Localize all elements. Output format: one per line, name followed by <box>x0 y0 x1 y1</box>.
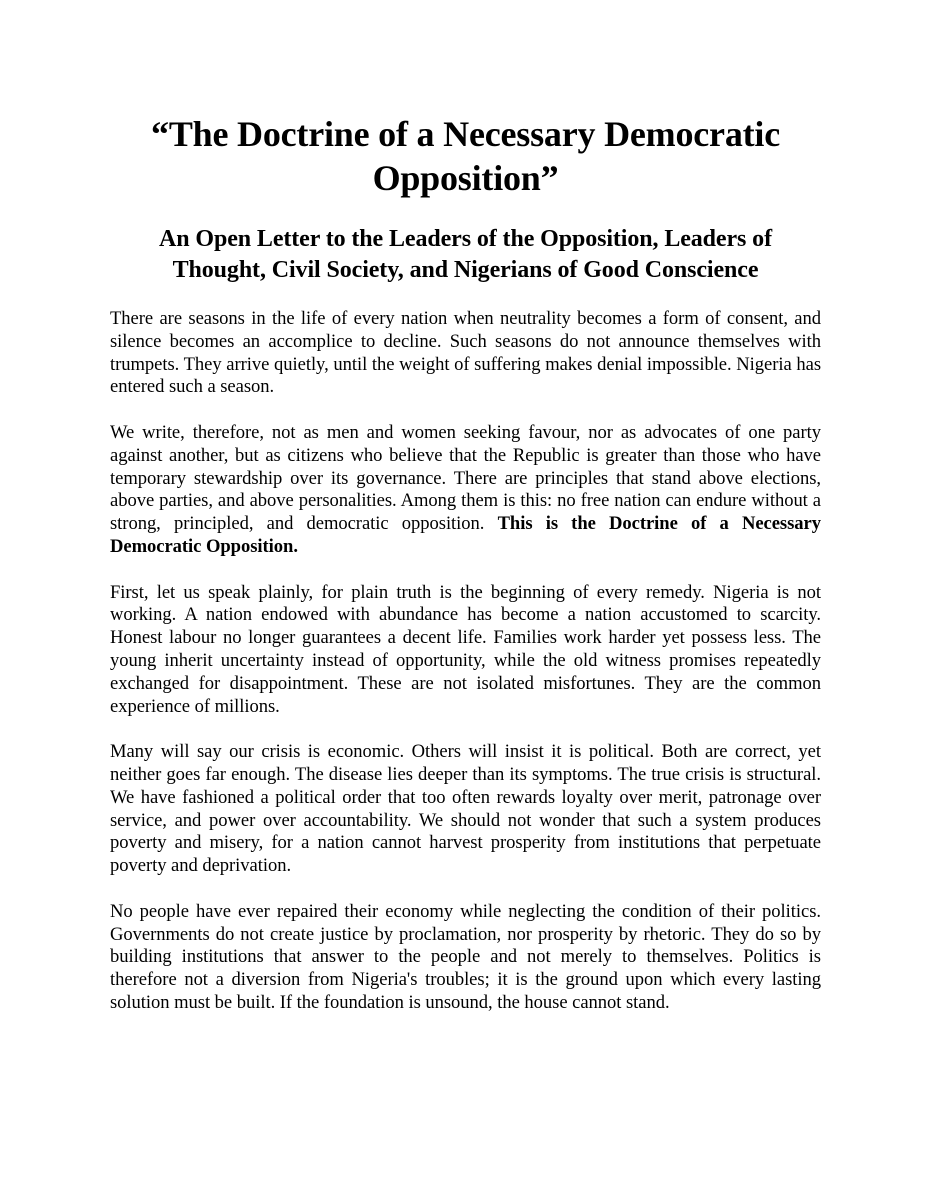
paragraph-2 <box>110 422 821 559</box>
paragraph-text: No people have ever repaired their economy while neglecting the condition of their politics. Governments do not create justice by proclamation, nor prosperity by rhetoric. They do so by building institutions that answer to the people and not merely to themselves. Politics is therefore not a diversion from Nigeria's troubles; it is the ground upon which every lasting solution must be built. If the foundation is unsound, the house cannot stand. <box>110 900 821 1013</box>
document-subtitle: An Open Letter to the Leaders of the Opposition, Leaders of Thought, Civil Society, and Nigerians of Good Conscience <box>159 226 772 283</box>
paragraph-text: First, let us speak plainly, for plain truth is the beginning of every remedy. Nigeria is not working. A nation endowed with abundance has become a nation accustomed to scarcity. Honest labour no longer guarantees a decent life. Families work harder yet possess less. The young inherit uncertainty instead of opportunity, while the old witness promises repeatedly exchanged for disappointment. These are not isolated misfortunes. They are the common experience of millions. <box>110 581 821 717</box>
paragraph-4 <box>110 741 821 878</box>
document-title: “The Doctrine of a Necessary Democratic Opposition” <box>151 114 780 198</box>
paragraph-text: There are seasons in the life of every nation when neutrality becomes a form of consent, and silence becomes an accomplice to decline. Such seasons do not announce themselves with trumpets. They arrive quietly, until the weight of suffering makes denial impossible. Nigeria has entered such a season. <box>110 308 821 398</box>
paragraph-3 <box>110 582 821 719</box>
paragraph-1 <box>110 308 821 399</box>
document-page <box>110 112 821 1015</box>
doctrine-statement: This is the Doctrine of a Necessary Democratic Opposition. <box>110 513 822 557</box>
paragraph-5 <box>110 901 821 1015</box>
paragraph-text: We write, therefore, not as men and women seeking favour, nor as advocates of one party against another, but as citizens who believe that the Republic is greater than those who have temporary stewardship over its governance. There are principles that stand above elections, above parties, and above personalities. Among them is this: no free nation can endure without a strong, principled, and democratic opposition. <box>110 421 821 535</box>
document-body <box>110 308 821 1015</box>
paragraph-text: Many will say our crisis is economic. Others will insist it is political. Both are correct, yet neither goes far enough. The disease lies deeper than its symptoms. The true crisis is structural. We have fashioned a political order that too often rewards loyalty over merit, patronage over service, and power over accountability. We should not wonder that such a system produces poverty and misery, for a nation cannot harvest prosperity from institutions that perpetuate poverty and deprivation. <box>110 741 821 877</box>
